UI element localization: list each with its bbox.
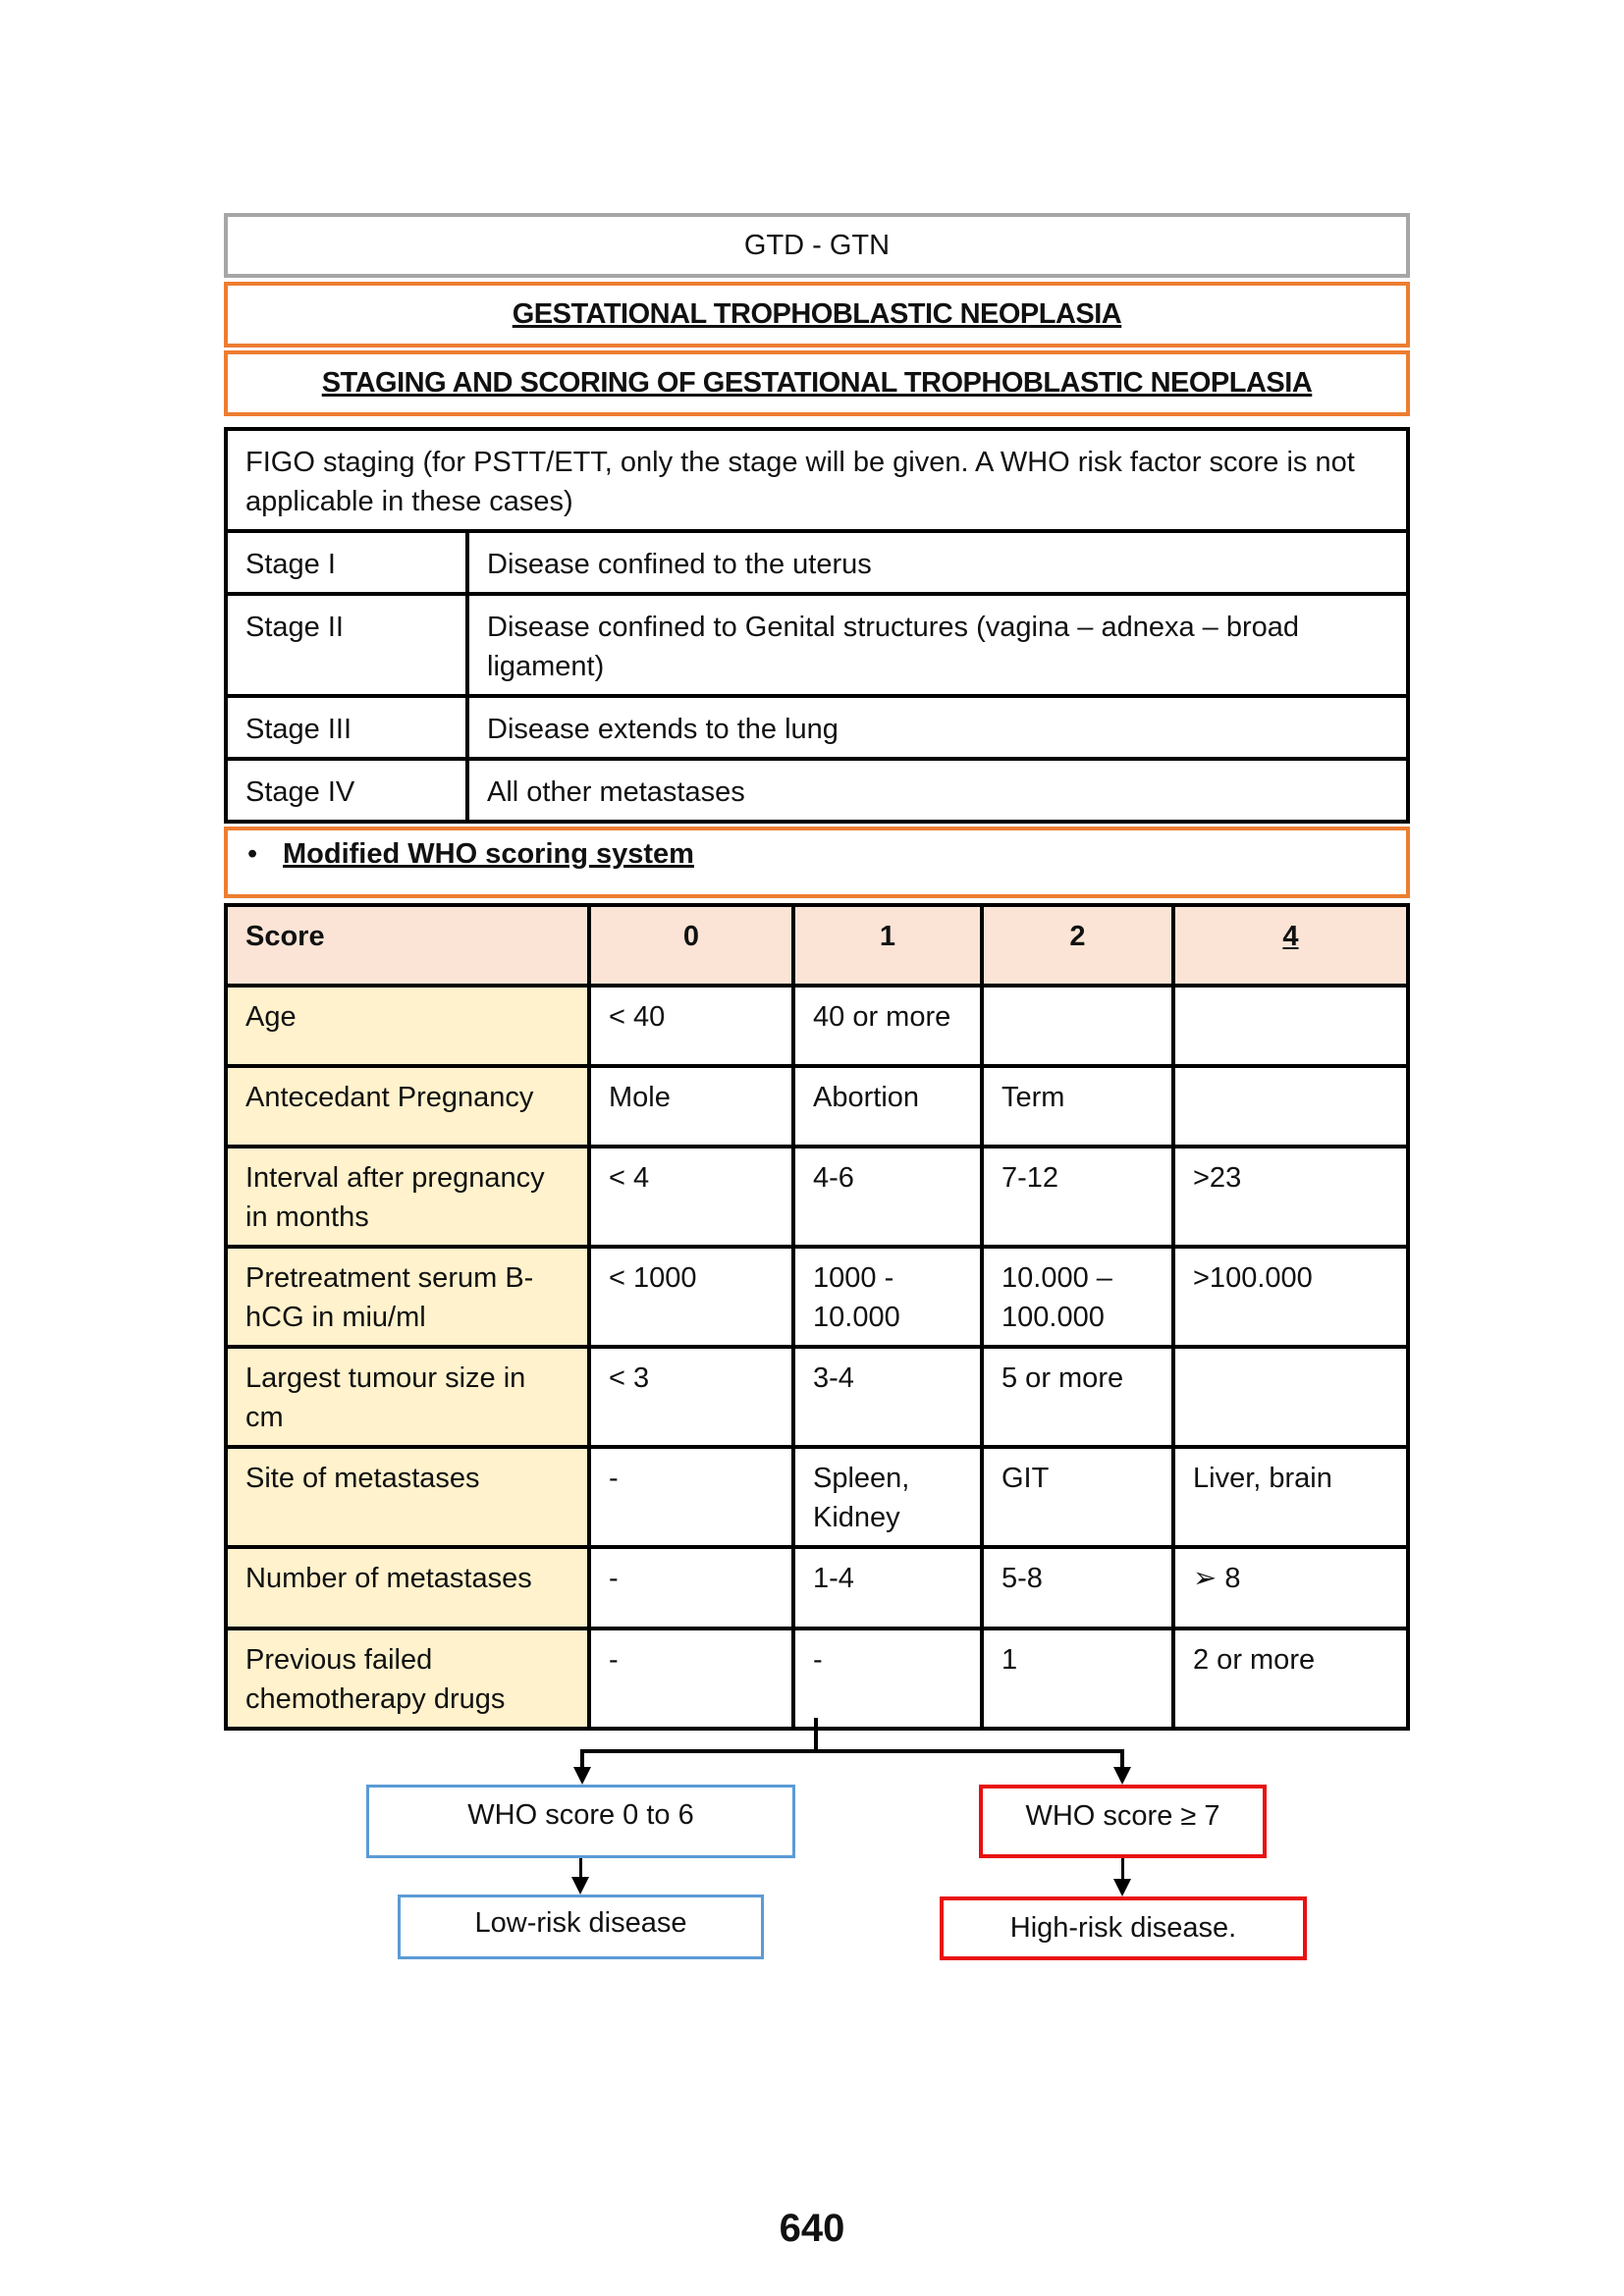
who-heading-box [224,827,1410,898]
arrow-down-icon [1113,1879,1131,1896]
stage-label: Stage I [226,531,467,594]
column-header-1: 1 [793,905,982,986]
column-header-4: 4 [1173,905,1408,986]
column-header-score: Score [226,905,589,986]
connector-horizontal [580,1749,1124,1753]
low-risk-label: Low-risk disease [474,1907,687,1939]
score-cell: 1-4 [793,1547,982,1629]
arrow-down-icon [1113,1767,1131,1785]
figo-caption: FIGO staging (for PSTT/ETT, only the stage will be given. A WHO risk factor score is not applicable in these cases) [226,429,1408,531]
score-cell: >23 [1173,1147,1408,1247]
score-cell: 5 or more [982,1347,1173,1447]
high-risk-box [940,1896,1307,1960]
score-cell: Mole [589,1066,793,1147]
table-row [226,1547,1408,1629]
stage-description: Disease confined to Genital structures (vagina – adnexa – broad ligament) [467,594,1408,696]
table-row [226,531,1408,594]
figo-staging-table [224,427,1410,824]
factor-label: Previous failed chemotherapy drugs [226,1629,589,1729]
score-cell [982,986,1173,1066]
score-cell: - [793,1629,982,1729]
bullet-icon: • [247,838,258,870]
table-row [226,1066,1408,1147]
score-cell: - [589,1447,793,1547]
score-cell: 2 or more [1173,1629,1408,1729]
page-title: GESTATIONAL TROPHOBLASTIC NEOPLASIA [512,298,1122,330]
stage-description: All other metastases [467,759,1408,822]
score-cell: ➢ 8 [1173,1547,1408,1629]
score-cell: 7-12 [982,1147,1173,1247]
stage-label: Stage III [226,696,467,759]
score-cell: < 4 [589,1147,793,1247]
connector-low [579,1858,582,1878]
factor-label: Pretreatment serum B-hCG in miu/ml [226,1247,589,1347]
score-cell: >100.000 [1173,1247,1408,1347]
subtitle-box [224,350,1410,416]
section-header [224,213,1410,278]
score-cell: 4-6 [793,1147,982,1247]
stage-label: Stage II [226,594,467,696]
high-risk-label: High-risk disease. [1009,1912,1237,1944]
factor-label: Site of metastases [226,1447,589,1547]
low-risk-box [398,1895,764,1959]
low-score-label: WHO score 0 to 6 [467,1799,694,1831]
page-subtitle: STAGING AND SCORING OF GESTATIONAL TROPHOBLASTIC NEOPLASIA [321,367,1313,399]
score-cell: 1 [982,1629,1173,1729]
figo-caption-row [226,429,1408,531]
connector-stem [814,1718,818,1753]
score-cell: 10.000 – 100.000 [982,1247,1173,1347]
table-row [226,1629,1408,1729]
low-score-box [366,1785,795,1858]
column-header-2: 2 [982,905,1173,986]
high-score-label: WHO score ≥ 7 [1025,1800,1220,1832]
score-cell [1173,986,1408,1066]
stage-description: Disease extends to the lung [467,696,1408,759]
connector-high [1121,1858,1124,1880]
score-cell: 5-8 [982,1547,1173,1629]
table-row [226,1347,1408,1447]
factor-label: Number of metastases [226,1547,589,1629]
table-row [226,594,1408,696]
arrow-down-icon [573,1767,591,1785]
table-row [226,1247,1408,1347]
who-scoring-table [224,903,1410,1731]
score-cell: Spleen, Kidney [793,1447,982,1547]
table-row [226,1147,1408,1247]
score-cell: GIT [982,1447,1173,1547]
table-row [226,759,1408,822]
factor-label: Age [226,986,589,1066]
score-cell: < 40 [589,986,793,1066]
high-score-box [979,1785,1267,1858]
score-cell: Term [982,1066,1173,1147]
score-header-row [226,905,1408,986]
score-cell: - [589,1629,793,1729]
score-cell: 1000 - 10.000 [793,1247,982,1347]
column-header-0: 0 [589,905,793,986]
title-box [224,282,1410,347]
score-cell: Liver, brain [1173,1447,1408,1547]
score-cell [1173,1347,1408,1447]
connector-left-drop [580,1749,584,1769]
score-cell: 3-4 [793,1347,982,1447]
factor-label: Largest tumour size in cm [226,1347,589,1447]
stage-label: Stage IV [226,759,467,822]
who-heading: Modified WHO scoring system [283,838,694,870]
section-label: GTD - GTN [743,229,891,261]
table-row [226,1447,1408,1547]
score-cell: 40 or more [793,986,982,1066]
factor-label: Interval after pregnancy in months [226,1147,589,1247]
score-cell: - [589,1547,793,1629]
score-cell: < 1000 [589,1247,793,1347]
score-cell: < 3 [589,1347,793,1447]
table-row [226,986,1408,1066]
score-cell: Abortion [793,1066,982,1147]
arrow-down-icon [571,1877,589,1895]
stage-description: Disease confined to the uterus [467,531,1408,594]
score-cell [1173,1066,1408,1147]
connector-right-drop [1120,1749,1124,1769]
table-row [226,696,1408,759]
page-number: 640 [779,2207,845,2250]
factor-label: Antecedant Pregnancy [226,1066,589,1147]
